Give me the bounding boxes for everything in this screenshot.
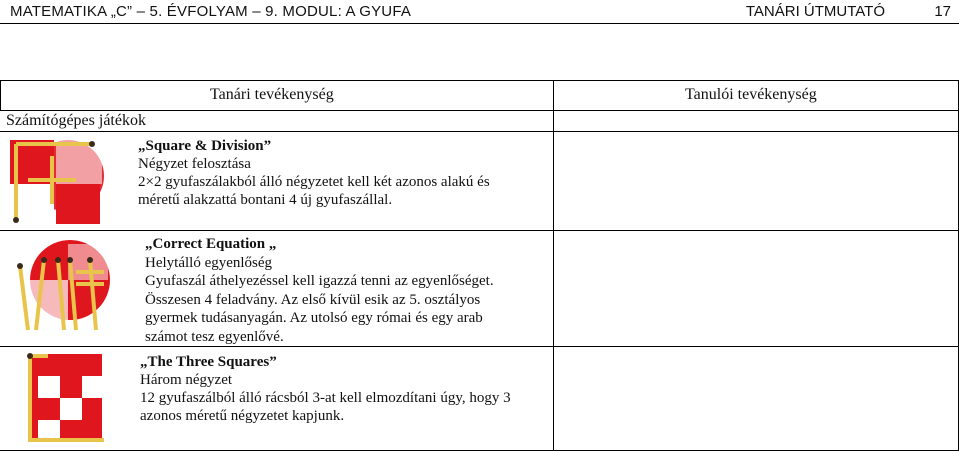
game-1-title: „Square & Division” (138, 138, 272, 154)
row-rule-1 (0, 230, 959, 231)
game-2-subtitle: Helytálló egyenlőség (145, 254, 273, 271)
table-border-top (0, 80, 959, 81)
row-rule-2 (0, 346, 959, 347)
section-label: Számítógépes játékok (6, 112, 146, 129)
column-divider (553, 80, 554, 451)
game-1-line-1: 2×2 gyufaszálakból álló négyzetet kell két azonos alakú és (138, 174, 490, 190)
page-number: 17 (934, 3, 951, 20)
correct-equation-game-icon (8, 234, 112, 342)
three-squares-game-icon (8, 350, 108, 446)
game-2-title: „Correct Equation „ (145, 236, 277, 252)
game-2-block (145, 235, 494, 346)
game-1-block (138, 137, 490, 209)
student-column-header: Tanulói tevékenység (685, 86, 817, 103)
game-2-line-1: Gyufaszál áthelyezéssel kell igazzá tenni az egyenlőséget. (145, 273, 494, 289)
header-row-rule (0, 110, 959, 111)
page-header (0, 0, 959, 26)
square-division-game-icon (8, 136, 104, 226)
game-3-line-1: 12 gyufaszálból álló rácsból 3-at kell elmozdítani úgy, hogy 3 (140, 390, 511, 406)
table-border-left (0, 80, 1, 110)
teacher-column-header: Tanári tevékenység (210, 86, 334, 103)
game-1-subtitle: Négyzet felosztása (138, 156, 251, 172)
header-title: MATEMATIKA „C” – 5. ÉVFOLYAM – 9. MODUL: A GYUFA (10, 3, 412, 20)
game-2-line-3: gyermek tudásanyagán. Az utolsó egy római és egy arab (145, 310, 483, 326)
game-1-line-2: méretű alakzattá bontani 4 új gyufaszállal. (138, 192, 393, 208)
header-rule (0, 23, 959, 24)
game-2-line-4: számot tesz egyenlővé. (145, 328, 284, 345)
activity-table (0, 80, 959, 452)
game-3-line-2: azonos méretű négyzetet kapjunk. (140, 408, 345, 424)
game-3-block (140, 353, 511, 425)
game-3-subtitle: Három négyzet (140, 372, 233, 388)
game-3-title: „The Three Squares” (140, 354, 277, 370)
game-2-line-2: Összesen 4 feladvány. Az első kívül esik az 5. osztályos (145, 291, 481, 308)
header-guide: TANÁRI ÚTMUTATÓ (745, 3, 885, 20)
section-row-rule (0, 131, 959, 132)
